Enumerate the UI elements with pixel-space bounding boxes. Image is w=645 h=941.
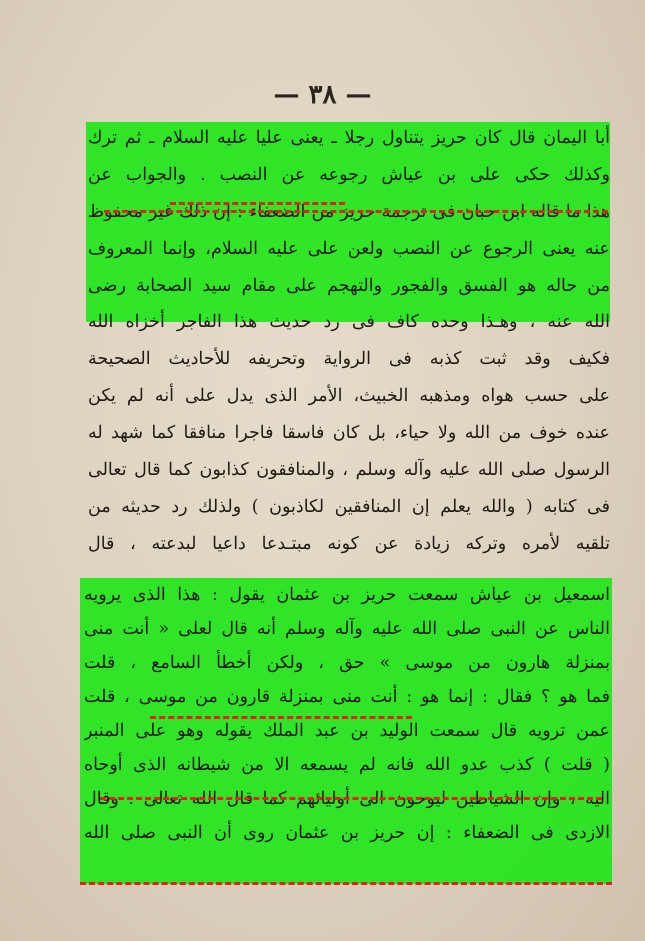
- text-line: اسمعيل بن عياش سمعت حريز بن عثمان يقول : هذا الذى يرويه: [84, 585, 610, 605]
- red-dashed-underline: [170, 202, 345, 205]
- text-line: فما هو ؟ فقال : إنما هو : أنت منى بمنزلة قارون من موسى ، قلت: [84, 687, 610, 707]
- text-line: عمن ترويه قال سمعت الوليد بن عبد الملك يقوله وهو على المنبر: [84, 721, 610, 741]
- red-dashed-underline: [100, 797, 602, 800]
- text-line: وكذلك حكى على بن عياش رجوعه عن النصب . والجواب عن: [88, 164, 610, 185]
- text-block-bottom: [84, 578, 610, 850]
- red-dashed-underline: [150, 716, 412, 719]
- red-dashed-underline: [104, 210, 608, 213]
- text-line: على حسب هواه ومذهبه الخبيث، الأمر الذى يدل على أنه لم يكن: [88, 386, 610, 407]
- text-line: اليه ، وإن الشياطين ليوحون الى أوليائهم كما قال الله تعالى . وقال: [84, 789, 610, 809]
- page-number: — ٣٨ —: [273, 80, 372, 110]
- text-line: فى كتابه ( والله يعلم إن المنافقين لكاذبون ) ولذلك رد حديثه من: [88, 496, 610, 517]
- text-line: الناس عن النبى صلى الله عليه وآله وسلم أنه قال لعلى « أنت منى: [84, 619, 610, 639]
- text-line: الازدى فى الضعفاء : إن حريز بن عثمان روى أن النبى صلى الله: [84, 823, 610, 843]
- text-line: فكيف وقد ثبت كذبه فى الرواية وتحريفه للأحاديث الصحيحة: [88, 349, 610, 370]
- red-dashed-underline: [80, 882, 612, 885]
- text-line: الرسول صلى الله عليه وآله وسلم ، والمنافقون كذابون كما قال تعالى: [88, 460, 610, 481]
- text-line: عنه يعنى الرجوع عن النصب ولعن على عليه السلام، وإنما المعروف: [88, 238, 610, 259]
- text-line: أبا اليمان قال كان حريز يتناول رجلا ـ يعنى عليا عليه السلام ـ ثم ترك: [88, 128, 610, 148]
- text-line: من حاله هو الفسق والفجور والتهجم على مقام سيد الصحابة رضى: [88, 275, 610, 296]
- text-line: ( قلت ) كذب عدو الله فانه لم يسمعه الا من شيطانه الذى أوحاه: [84, 755, 610, 775]
- text-line: عنده خوف من الله ولا حياء، بل كان فاسقا فاجرا منافقا كما شهد له: [88, 423, 610, 444]
- text-line: بمنزلة هارون من موسى » حق ، ولكن أخطأ السامع ، قلت: [84, 653, 610, 673]
- text-line: الله عنه ، وهـذا وحده كاف فى رد حديث هذا الفاجر أخزاه الله: [88, 312, 610, 333]
- text-block-top: [88, 120, 610, 563]
- text-line: تلقيه لأمره وتركه زيادة عن كونه مبتـدعا داعيا لبدعته ، قال: [88, 533, 610, 554]
- text-line: هذا ما قاله ابن حبان فى ترجمة حريز من الضعفاء : إن ذلك غير محفوظ: [88, 201, 610, 222]
